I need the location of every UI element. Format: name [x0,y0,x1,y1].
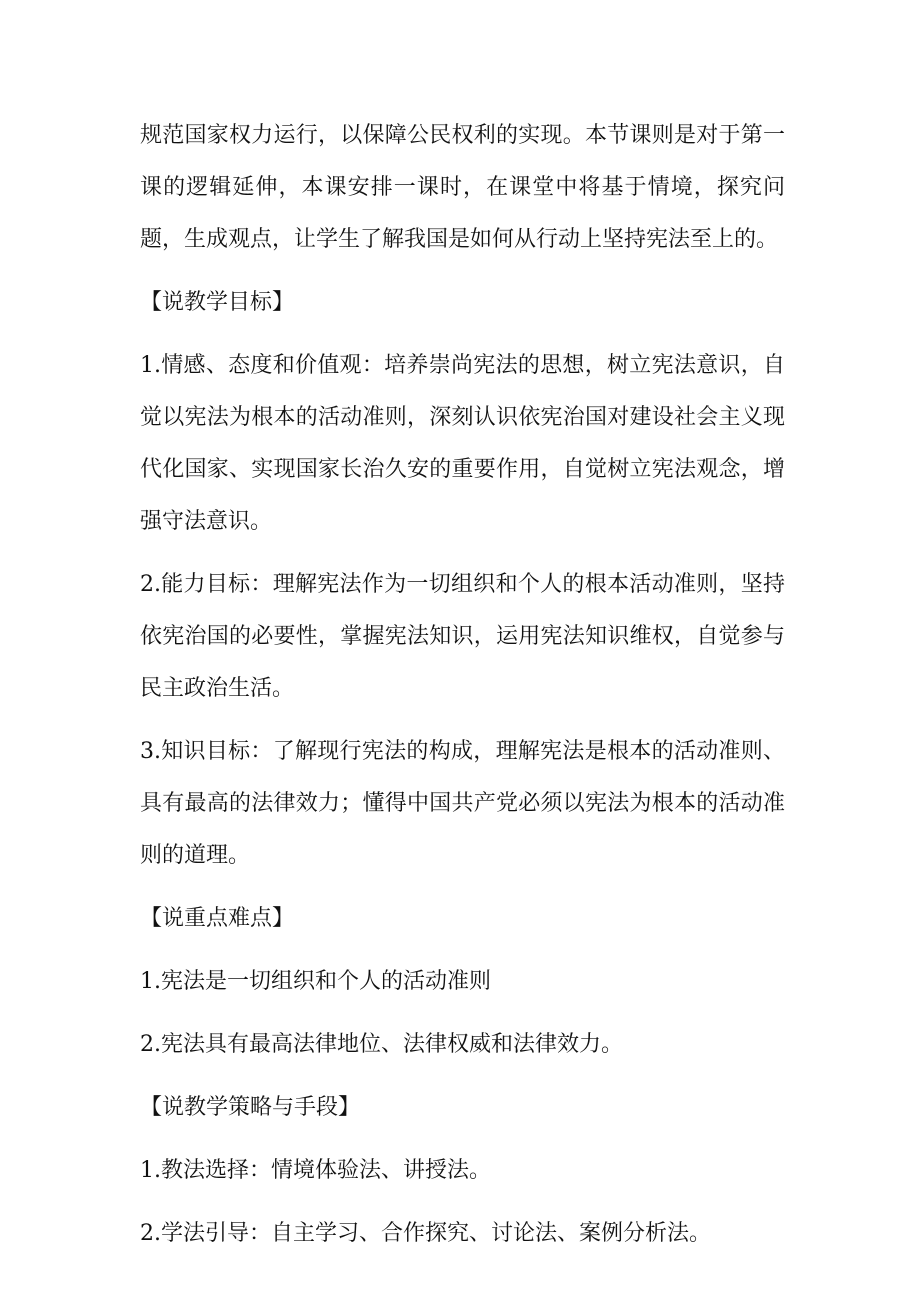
key-point-item-1: 1.宪法是一切组织和个人的活动准则 [140,969,491,994]
objective-item-2: 2.能力目标：理解宪法作为一切组织和个人的根本活动准则，坚持依宪治国的必要性，掌握宪法知识，运用宪法知识维权，自觉参与民主政治生活。 [140,572,785,701]
strategy-item-1: 1.教法选择：情境体验法、讲授法。 [140,1158,491,1183]
intro-paragraph: 规范国家权力运行，以保障公民权利的实现。本节课则是对于第一课的逻辑延伸，本课安排一课时，在课堂中将基于情境，探究问题，生成观点，让学生了解我国是如何从行动上坚持宪法至上的。 [140,123,785,252]
objective-item-1: 1.情感、态度和价值观：培养崇尚宪法的思想，树立宪法意识，自觉以宪法为根本的活动准则，深刻认识依宪治国对建设社会主义现代化国家、实现国家长治久安的重要作用，自觉树立宪法观念，增强守法意识。 [140,353,785,534]
document-page [140,110,785,1260]
strategy-item-2: 2.学法引导：自主学习、合作探究、讨论法、案例分析法。 [140,1221,711,1246]
objective-item-3: 3.知识目标：了解现行宪法的构成，理解宪法是根本的活动准则、具有最高的法律效力；懂得中国共产党必须以宪法为根本的活动准则的道理。 [140,739,785,868]
key-points-heading: 【说重点难点】 [140,906,295,931]
objectives-heading: 【说教学目标】 [140,290,295,315]
strategies-heading: 【说教学策略与手段】 [140,1095,361,1120]
key-point-item-2: 2.宪法具有最高法律地位、法律权威和法律效力。 [140,1032,623,1057]
